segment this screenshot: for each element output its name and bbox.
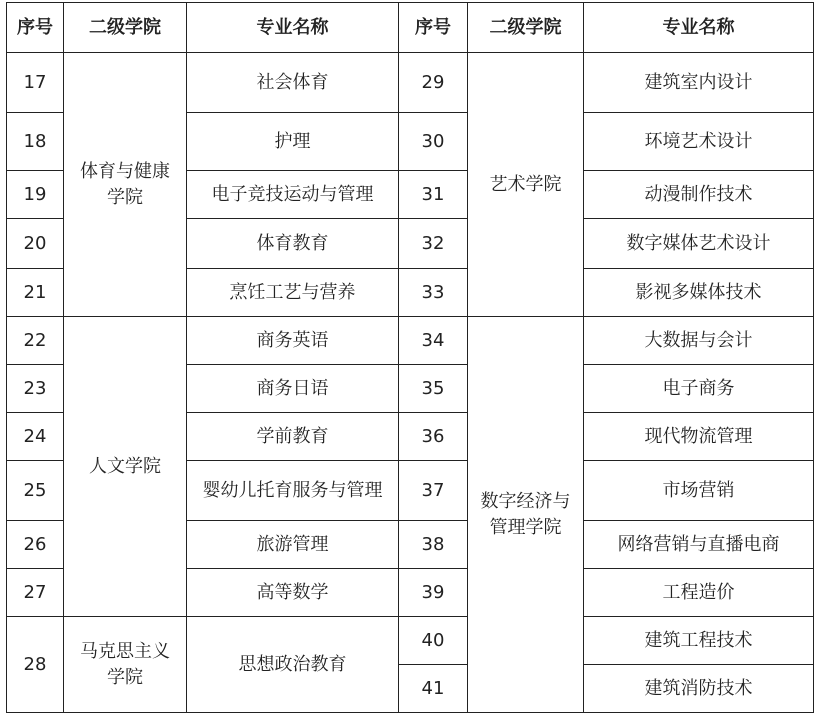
row-no: 32 (399, 219, 468, 269)
college-name: 数字经济与管理学院 (480, 490, 571, 538)
major-name: 建筑消防技术 (584, 665, 814, 713)
college-name: 艺术学院 (489, 173, 562, 195)
major-name: 动漫制作技术 (584, 171, 814, 219)
major-name: 工程造价 (584, 569, 814, 617)
major-name: 思想政治教育 (187, 617, 399, 713)
row-no: 26 (7, 521, 64, 569)
row-no: 35 (399, 365, 468, 413)
row-no: 41 (399, 665, 468, 713)
college-cell (64, 53, 187, 317)
row-no: 34 (399, 317, 468, 365)
college-cell (468, 53, 584, 317)
majors-table (6, 2, 814, 713)
row-no: 23 (7, 365, 64, 413)
major-name: 旅游管理 (187, 521, 399, 569)
table-row (7, 53, 814, 113)
college-cell (64, 617, 187, 713)
table-row (7, 617, 814, 665)
row-no: 20 (7, 219, 64, 269)
row-no: 33 (399, 269, 468, 317)
row-no: 24 (7, 413, 64, 461)
college-name: 体育与健康学院 (80, 160, 170, 208)
row-no: 19 (7, 171, 64, 219)
major-name: 护理 (187, 113, 399, 171)
major-name: 高等数学 (187, 569, 399, 617)
header-row (7, 3, 814, 53)
major-name: 电子商务 (584, 365, 814, 413)
row-no: 25 (7, 461, 64, 521)
row-no: 22 (7, 317, 64, 365)
major-name: 商务日语 (187, 365, 399, 413)
major-name (187, 461, 399, 521)
row-no: 37 (399, 461, 468, 521)
row-no: 18 (7, 113, 64, 171)
row-no: 31 (399, 171, 468, 219)
major-name: 社会体育 (187, 53, 399, 113)
table-row (7, 317, 814, 365)
header-major: 专业名称 (187, 3, 399, 53)
major-name: 学前教育 (187, 413, 399, 461)
major-name: 商务英语 (187, 317, 399, 365)
major-name: 建筑室内设计 (584, 53, 814, 113)
major-name: 大数据与会计 (584, 317, 814, 365)
header-major: 专业名称 (584, 3, 814, 53)
major-name: 市场营销 (584, 461, 814, 521)
row-no: 36 (399, 413, 468, 461)
header-no: 序号 (7, 3, 64, 53)
major-name: 网络营销与直播电商 (584, 521, 814, 569)
major-name: 环境艺术设计 (584, 113, 814, 171)
college-name: 人文学院 (89, 455, 161, 477)
row-no: 27 (7, 569, 64, 617)
row-no: 17 (7, 53, 64, 113)
major-name: 数字媒体艺术设计 (584, 219, 814, 269)
header-no: 序号 (399, 3, 468, 53)
row-no: 39 (399, 569, 468, 617)
major-name: 烹饪工艺与营养 (187, 269, 399, 317)
college-cell (468, 317, 584, 713)
major-name: 体育教育 (187, 219, 399, 269)
college-name: 马克思主义学院 (80, 640, 170, 688)
row-no: 21 (7, 269, 64, 317)
row-no: 38 (399, 521, 468, 569)
major-name: 建筑工程技术 (584, 617, 814, 665)
header-college: 二级学院 (64, 3, 187, 53)
row-no: 40 (399, 617, 468, 665)
major-name-text: 婴幼儿托育服务与管理 (202, 479, 383, 501)
row-no: 30 (399, 113, 468, 171)
major-name: 影视多媒体技术 (584, 269, 814, 317)
row-no: 28 (7, 617, 64, 713)
college-cell (64, 317, 187, 617)
major-name: 现代物流管理 (584, 413, 814, 461)
header-college: 二级学院 (468, 3, 584, 53)
major-name: 电子竞技运动与管理 (187, 171, 399, 219)
row-no: 29 (399, 53, 468, 113)
